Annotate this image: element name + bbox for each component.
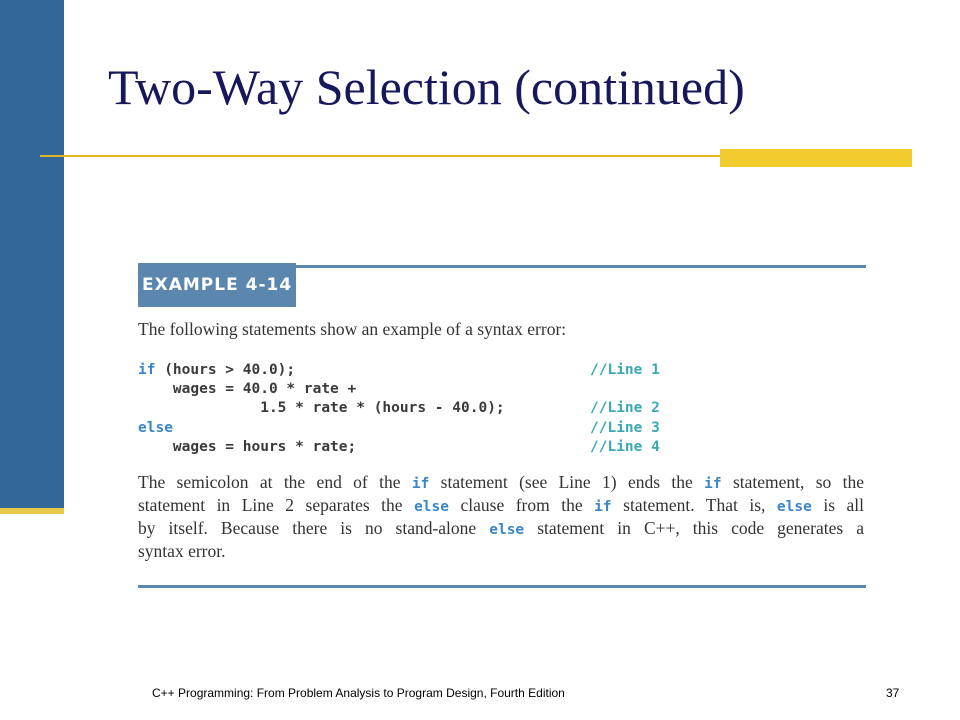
explanation-text: The semicolon at the end of the [138, 472, 401, 492]
explanation-text: statement (see Line 1) ends the [440, 472, 693, 492]
example-panel [138, 263, 866, 591]
example-badge: EXAMPLE 4-14 [138, 263, 296, 307]
explanation-text: is all [823, 495, 865, 515]
code-text: wages = 40.0 * rate + [138, 381, 357, 397]
page-number: 37 [886, 686, 900, 700]
explanation-line-1 [138, 471, 864, 494]
code-text: wages = hours * rate; [138, 439, 357, 455]
code-keyword: else [138, 420, 173, 436]
code-text: 1.5 * rate * (hours - 40.0); [138, 400, 505, 416]
explanation-text: by itself. Because there is no stand-alone [138, 518, 477, 538]
code-comment: //Line 4 [590, 439, 660, 455]
slide-title: Two-Way Selection (continued) [108, 59, 745, 115]
example-explanation [138, 471, 864, 563]
inline-keyword: else [489, 522, 525, 538]
explanation-text: clause from the [460, 495, 583, 515]
code-line-2 [138, 379, 866, 399]
inline-keyword: if [411, 476, 430, 492]
inline-keyword: if [594, 499, 612, 515]
explanation-text: syntax error. [138, 541, 226, 561]
footer-text: C++ Programming: From Problem Analysis to Program Design, Fourth Edition [152, 686, 565, 700]
code-text: (hours > 40.0); [155, 362, 296, 378]
code-comment: //Line 2 [590, 400, 660, 416]
inline-keyword: else [776, 499, 812, 515]
code-line-5 [138, 437, 866, 457]
code-line-1 [138, 360, 866, 380]
example-bottom-rule [138, 585, 866, 588]
explanation-line-3 [138, 517, 864, 540]
code-line-3 [138, 398, 866, 418]
explanation-text: statement in Line 2 separates the [138, 495, 403, 515]
code-comment: //Line 3 [590, 420, 660, 436]
inline-keyword: else [414, 499, 449, 515]
left-accent-bar [0, 0, 64, 512]
code-keyword: if [138, 362, 156, 378]
explanation-text: statement in C++, this code generates a [537, 518, 865, 538]
title-accent-block [720, 149, 912, 167]
code-comment: //Line 1 [590, 362, 660, 378]
code-line-4 [138, 418, 866, 438]
explanation-text: statement, so the [732, 472, 865, 492]
left-accent-bar-edge [0, 508, 64, 514]
inline-keyword: if [704, 476, 722, 492]
example-intro: The following statements show an example of a syntax error: [138, 319, 567, 339]
explanation-text: statement. That is, [623, 495, 766, 515]
explanation-line-2 [138, 494, 864, 517]
explanation-line-4 [138, 540, 864, 563]
